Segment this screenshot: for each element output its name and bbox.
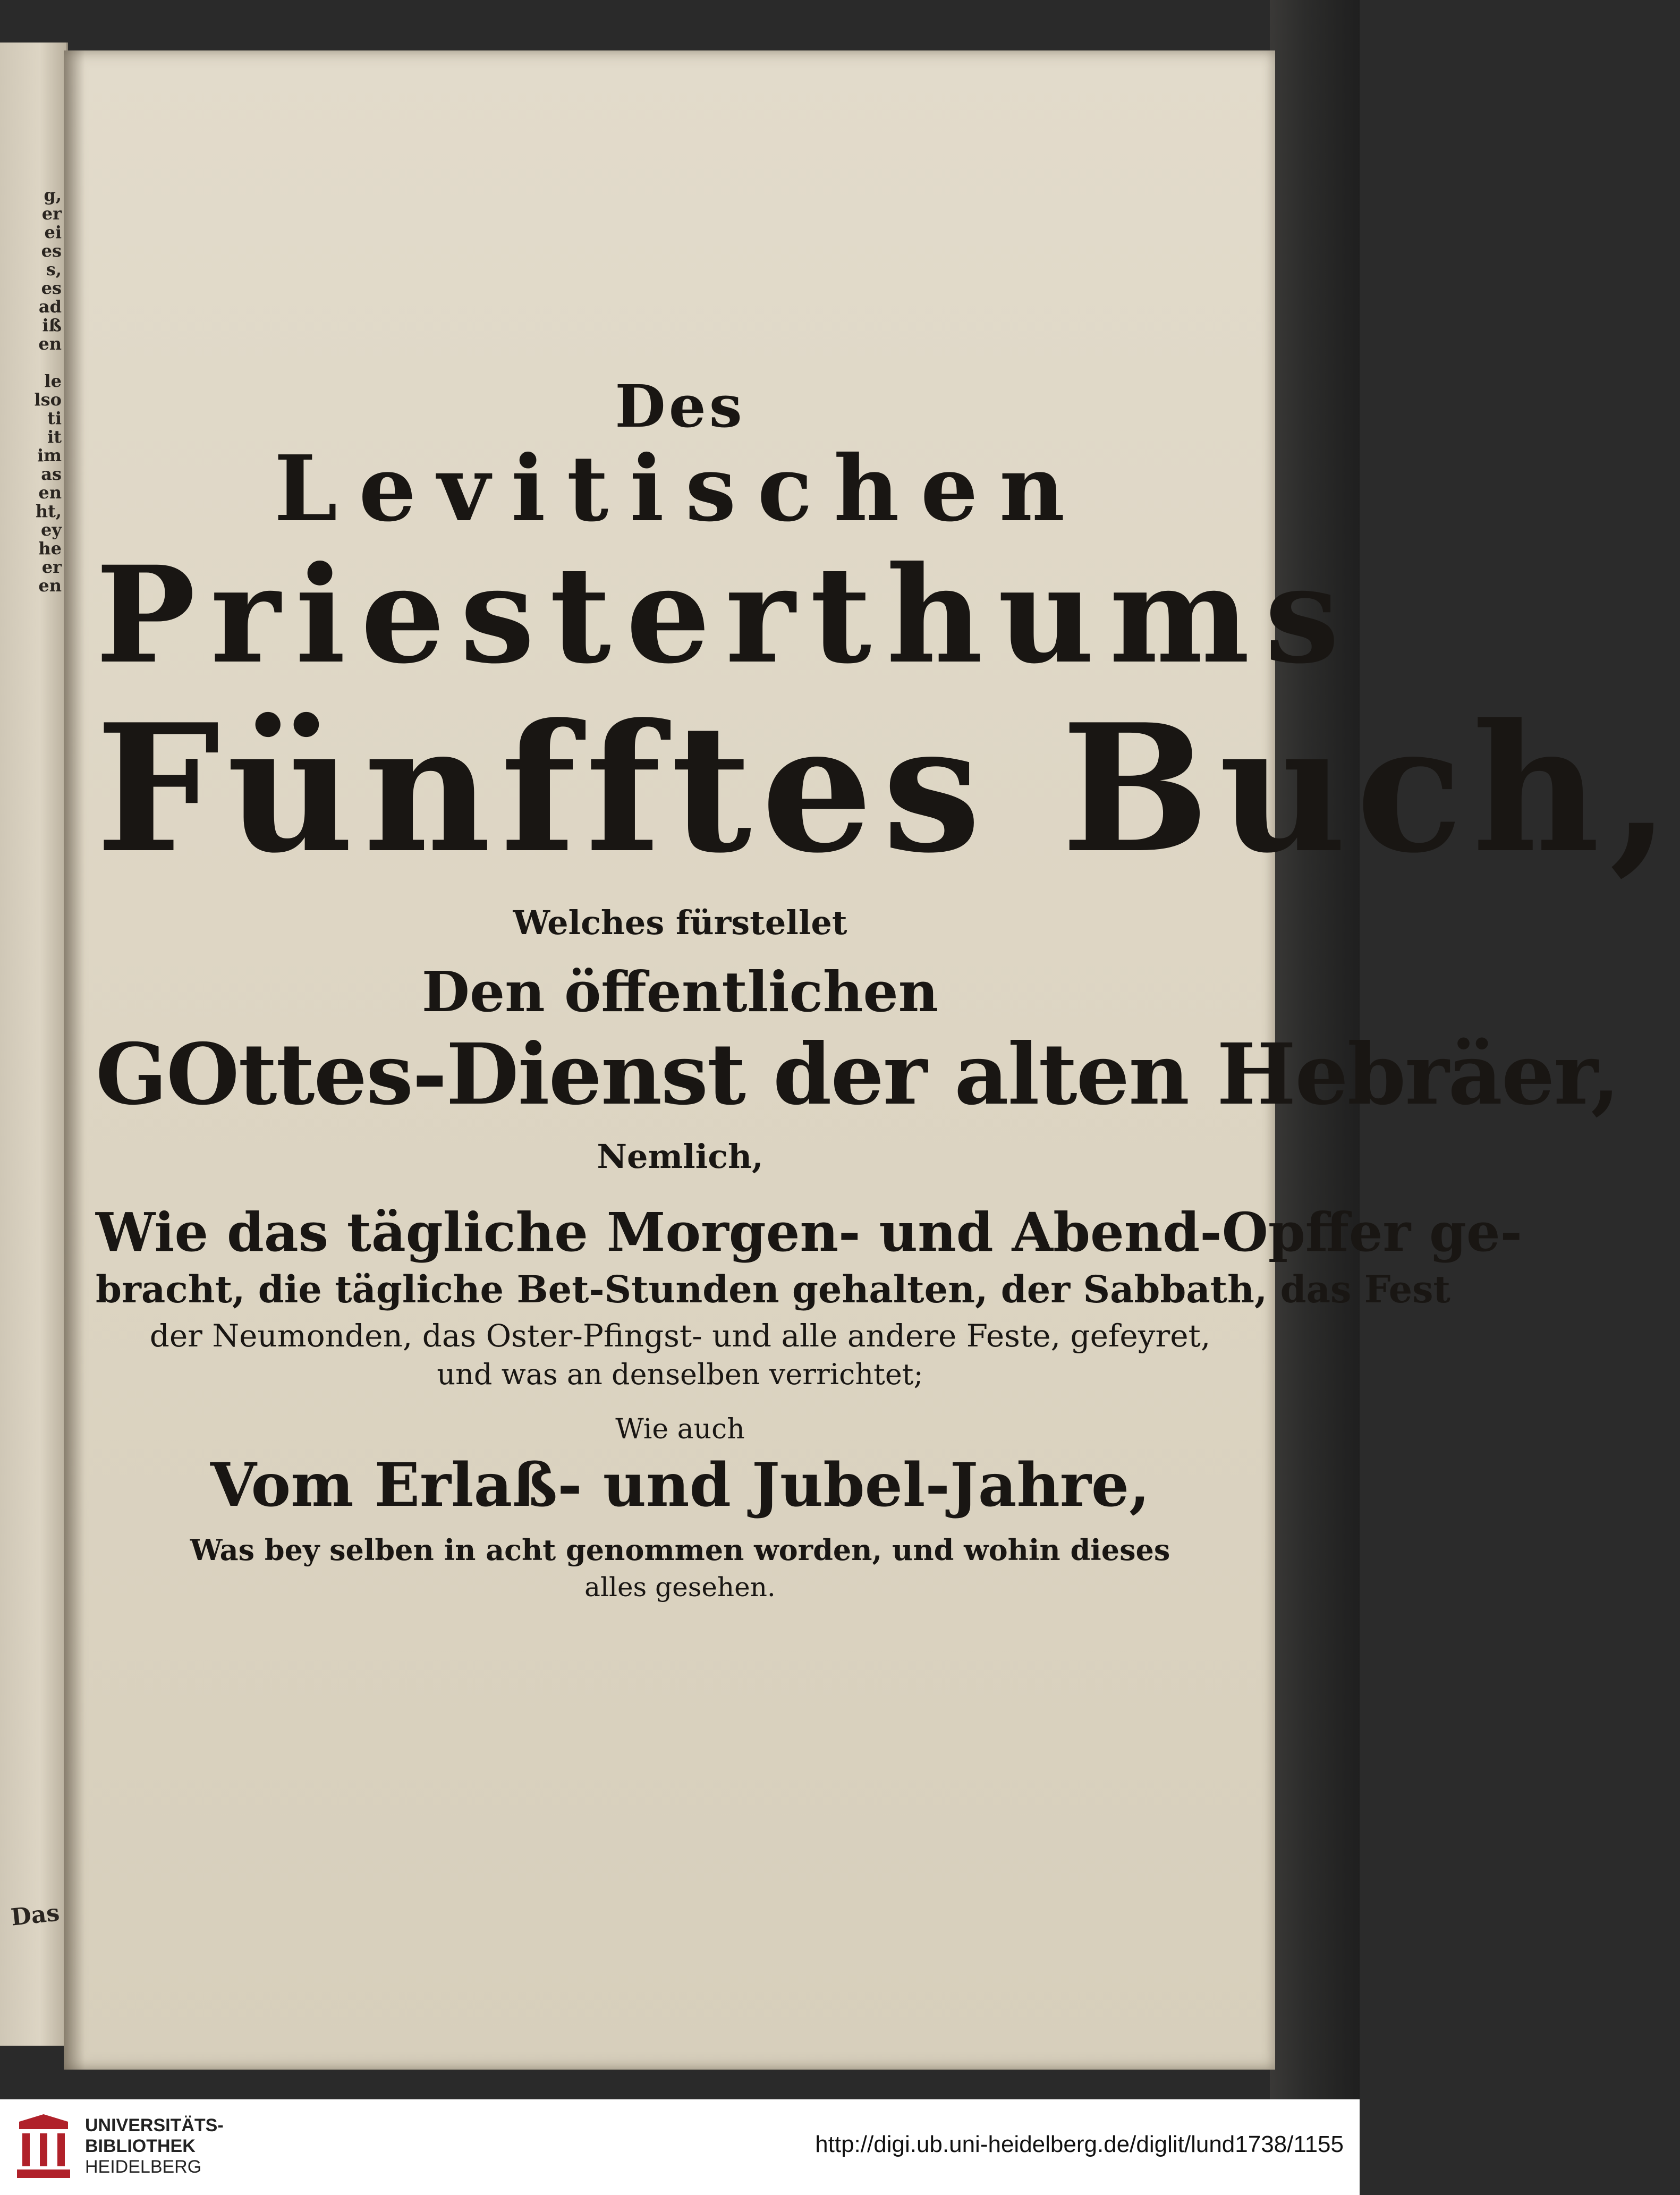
previous-page-fragment-b-4: im xyxy=(37,445,62,465)
title-line-des: Des xyxy=(615,372,745,440)
previous-page-fragment-b-11: en xyxy=(38,575,62,596)
title-line-alles-gesehen: alles gesehen. xyxy=(584,1572,776,1603)
title-line-was-bey: Was bey selben in acht genommen worden, und wohin dieses xyxy=(190,1533,1170,1567)
library-name xyxy=(85,2115,224,2177)
previous-page-fragment-b-8: ey xyxy=(41,520,62,540)
previous-page-fragment-b-2: ti xyxy=(47,408,62,428)
library-name-line1: UNIVERSITÄTS- xyxy=(85,2115,224,2135)
title-line-gottes-dienst: GOttes-Dienst der alten Hebräer, xyxy=(96,1026,1619,1124)
previous-page-fragment-a-4: s, xyxy=(46,259,62,279)
previous-page-fragment-b-3: it xyxy=(47,427,62,447)
previous-page-fragment-a-2: ei xyxy=(44,222,62,242)
previous-page-fragment-a-0: g, xyxy=(44,185,62,205)
previous-page-fragment-b-9: he xyxy=(38,538,62,558)
previous-page-fragment-b-6: en xyxy=(38,482,62,503)
previous-page-fragment-a-6: ad xyxy=(38,296,62,317)
library-name-line2: BIBLIOTHEK xyxy=(85,2136,196,2156)
previous-page-fragment-a-1: er xyxy=(41,204,62,224)
title-line-nemlich: Nemlich, xyxy=(597,1137,763,1176)
university-library-logo-icon xyxy=(12,2111,75,2183)
permalink-url[interactable]: http://digi.ub.uni-heidelberg.de/diglit/lund1738/1155 xyxy=(815,2131,1344,2157)
previous-page-fragment-a-7: iß xyxy=(42,315,62,335)
previous-page-fragment-b-5: as xyxy=(41,464,62,484)
title-line-neumonden: der Neumonden, das Oster-Pfingst- und alle andere Feste, gefeyret, xyxy=(149,1318,1211,1354)
title-line-fuenfftes-buch: Fünfftes Buch, xyxy=(96,685,1680,892)
title-line-priesterthums: Priesterthums xyxy=(96,537,1355,693)
previous-page-fragment-b-10: er xyxy=(41,557,62,577)
title-line-erlass-jubel: Vom Erlaß- und Jubel-Jahre, xyxy=(210,1451,1150,1520)
previous-page-fragment-a-5: es xyxy=(41,278,62,298)
previous-page-fragment-b-1: lso xyxy=(34,389,62,410)
title-line-wie-auch: Wie auch xyxy=(615,1413,745,1445)
title-line-den-oeffentlichen: Den öffentlichen xyxy=(421,959,939,1024)
title-line-bracht: bracht, die tägliche Bet-Stunden gehalten, der Sabbath, das Fest xyxy=(96,1267,1450,1311)
previous-page-catchword: Das xyxy=(10,1899,61,1931)
title-line-welches: Welches fürstellet xyxy=(513,903,847,942)
library-name-line3: HEIDELBERG xyxy=(85,2157,202,2177)
viewer-footer xyxy=(0,2099,1360,2195)
title-line-verrichtet: und was an denselben verrichtet; xyxy=(437,1358,923,1391)
previous-page-fragment-a-3: es xyxy=(41,241,62,261)
previous-page-fragment-b-7: ht, xyxy=(35,501,62,521)
title-line-levitischen: Levitischen xyxy=(274,436,1087,542)
previous-page-fragment-b-0: le xyxy=(44,371,62,391)
title-line-wie-das: Wie das tägliche Morgen- und Abend-Opffer ge- xyxy=(96,1201,1523,1264)
previous-page-fragment-a-8: en xyxy=(38,334,62,354)
